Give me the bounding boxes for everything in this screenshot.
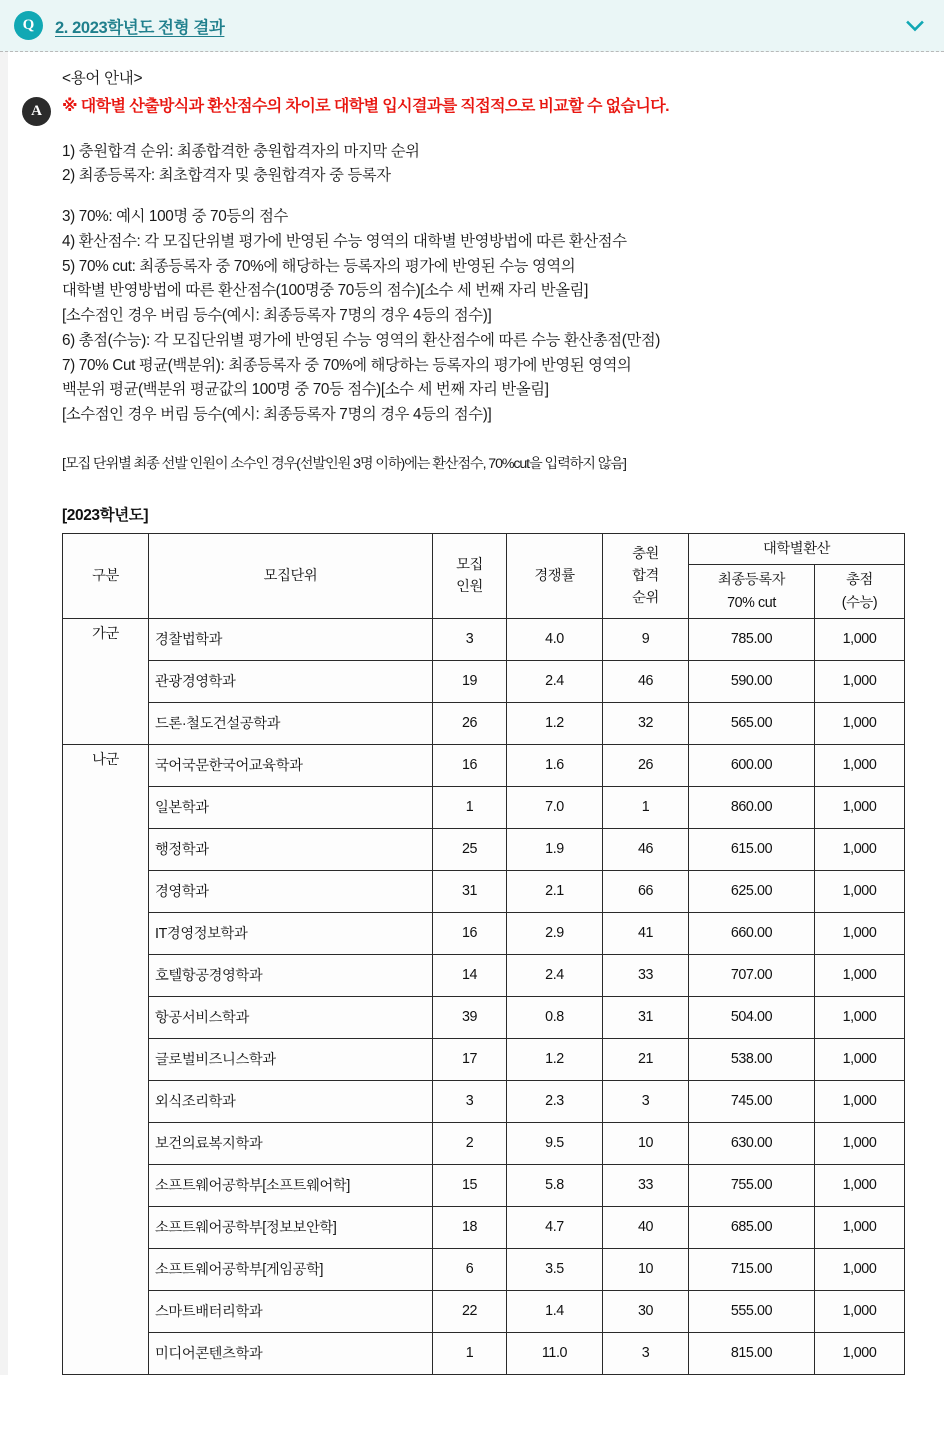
cell-total: 1,000 [815,996,905,1038]
cell-cut: 538.00 [689,1038,815,1080]
th-final-cut [689,565,815,618]
cell-quota: 17 [433,1038,507,1080]
definition-item: 5) 70% cut: 최종등록자 중 70%에 해당하는 등록자의 평가에 반영된 수능 영역의 [62,257,576,275]
definition-item: 백분위 평균(백분위 평균값의 100명 중 70등 점수)[소수 세 번째 자리 반올림] [62,381,549,399]
cell-rate: 4.7 [507,1206,603,1248]
cell-rate: 5.8 [507,1164,603,1206]
cell-cut: 660.00 [689,912,815,954]
cell-rank: 26 [603,744,689,786]
cell-cut: 504.00 [689,996,815,1038]
cell-quota: 15 [433,1164,507,1206]
cell-rank: 46 [603,828,689,870]
cell-cut: 755.00 [689,1164,815,1206]
cell-rank: 46 [603,660,689,702]
cell-rank: 66 [603,870,689,912]
th-quota-line2: 인원 [456,579,483,596]
table-header-row-1 [63,534,905,565]
cell-quota: 14 [433,954,507,996]
cell-unit: 소프트웨어공학부[게임공학] [149,1248,433,1290]
cell-rank: 10 [603,1248,689,1290]
cell-unit: 국어국문한국어교육학과 [149,744,433,786]
cell-total: 1,000 [815,702,905,744]
cell-rate: 2.4 [507,954,603,996]
th-rank-line2: 합격 [632,567,659,584]
table-row [63,828,905,870]
table-row [63,912,905,954]
table-row [63,786,905,828]
table-row [63,1122,905,1164]
chevron-down-icon[interactable] [902,13,928,39]
th-quota-line1: 모집 [456,556,483,573]
cell-rank: 33 [603,1164,689,1206]
cell-quota: 16 [433,912,507,954]
admission-results-table [62,533,905,1374]
cell-unit: 보건의료복지학과 [149,1122,433,1164]
cell-total: 1,000 [815,1038,905,1080]
small-selection-note: [모집 단위별 최종 선발 인원이 소수인 경우(선발인원 3명 이하)에는 환산점수, 70%cut을 입력하지 않음] [62,456,626,473]
cell-rank: 30 [603,1290,689,1332]
cell-total: 1,000 [815,1290,905,1332]
cell-rate: 2.3 [507,1080,603,1122]
cell-rank: 40 [603,1206,689,1248]
cell-total: 1,000 [815,660,905,702]
table-row [63,660,905,702]
answer-badge-wrapper [22,97,51,126]
cell-quota: 1 [433,1332,507,1374]
table-row [63,870,905,912]
cell-unit: 행정학과 [149,828,433,870]
table-row [63,996,905,1038]
th-rank [603,534,689,618]
definition-item: 대학별 반영방법에 따른 환산점수(100명중 70등의 점수)[소수 세 번째 자리 반올림] [62,282,588,300]
cell-rate: 0.8 [507,996,603,1038]
cell-rank: 9 [603,618,689,660]
cell-unit: 경찰법학과 [149,618,433,660]
cell-quota: 31 [433,870,507,912]
th-gubun: 구분 [63,534,149,618]
cell-rate: 1.6 [507,744,603,786]
cell-quota: 39 [433,996,507,1038]
left-edge-stripe [0,52,8,1375]
cell-rank: 31 [603,996,689,1038]
cell-quota: 6 [433,1248,507,1290]
cell-cut: 707.00 [689,954,815,996]
cell-rate: 2.4 [507,660,603,702]
cell-cut: 860.00 [689,786,815,828]
cell-rank: 10 [603,1122,689,1164]
cell-total: 1,000 [815,1332,905,1374]
term-guide-title: <용어 안내> [62,70,143,87]
cell-total: 1,000 [815,828,905,870]
cell-cut: 685.00 [689,1206,815,1248]
definition-item: 1) 충원합격 순위: 최종합격한 충원합격자의 마지막 순위 [62,142,420,160]
definition-item: [소수점인 경우 버림 등수(예시: 최종등록자 7명의 경우 4등의 점수)] [62,406,492,424]
cell-unit: 경영학과 [149,870,433,912]
cell-cut: 625.00 [689,870,815,912]
cell-unit: 글로벌비즈니스학과 [149,1038,433,1080]
table-body [63,618,905,1374]
cell-rank: 32 [603,702,689,744]
cell-cut: 600.00 [689,744,815,786]
cell-rate: 4.0 [507,618,603,660]
cell-quota: 25 [433,828,507,870]
cell-unit: 미디어콘텐츠학과 [149,1332,433,1374]
cell-quota: 26 [433,702,507,744]
table-row [63,618,905,660]
cell-total: 1,000 [815,1164,905,1206]
table-row [63,1248,905,1290]
table-head [63,534,905,618]
year-label: [2023학년도] [62,507,149,525]
cell-cut: 715.00 [689,1248,815,1290]
cell-quota: 3 [433,618,507,660]
definition-item: 3) 70%: 예시 100명 중 70등의 점수 [62,208,288,226]
th-rate: 경쟁률 [507,534,603,618]
cell-rank: 41 [603,912,689,954]
cell-quota: 19 [433,660,507,702]
question-badge: Q [14,11,43,40]
th-total-line1: 총점 [846,572,873,589]
cell-rank: 21 [603,1038,689,1080]
cell-rate: 1.9 [507,828,603,870]
cell-rate: 2.9 [507,912,603,954]
cell-unit: 호텔항공경영학과 [149,954,433,996]
accordion-title-link[interactable]: 2. 2023학년도 전형 결과 [55,18,225,37]
cell-unit: 일본학과 [149,786,433,828]
cell-rate: 3.5 [507,1248,603,1290]
th-total-line2: (수능) [841,594,878,611]
cell-rank: 3 [603,1080,689,1122]
cell-cut: 785.00 [689,618,815,660]
cell-quota: 3 [433,1080,507,1122]
table-row [63,744,905,786]
accordion-header[interactable] [0,0,944,52]
cell-cut: 815.00 [689,1332,815,1374]
table-row [63,702,905,744]
accordion-body [0,52,944,1375]
cell-rank: 3 [603,1332,689,1374]
cell-unit: 소프트웨어공학부[정보보안학] [149,1206,433,1248]
cell-unit: IT경영정보학과 [149,912,433,954]
cell-unit: 스마트배터리학과 [149,1290,433,1332]
th-cut-line1: 최종등록자 [717,572,786,589]
cell-total: 1,000 [815,954,905,996]
cell-rate: 11.0 [507,1332,603,1374]
cell-total: 1,000 [815,870,905,912]
cell-rank: 1 [603,786,689,828]
cell-unit: 관광경영학과 [149,660,433,702]
table-row [63,954,905,996]
cell-total: 1,000 [815,1080,905,1122]
cell-unit: 항공서비스학과 [149,996,433,1038]
cell-total: 1,000 [815,1206,905,1248]
table-row [63,1290,905,1332]
th-total [815,565,905,618]
cell-quota: 16 [433,744,507,786]
cell-quota: 22 [433,1290,507,1332]
definition-item: 7) 70% Cut 평균(백분위): 최종등록자 중 70%에 해당하는 등록자의 평가에 반영된 영역의 [62,356,632,374]
cell-group: 가군 [63,618,149,744]
cell-rate: 1.4 [507,1290,603,1332]
table-row [63,1332,905,1374]
cell-rate: 1.2 [507,702,603,744]
cell-total: 1,000 [815,618,905,660]
cell-cut: 555.00 [689,1290,815,1332]
cell-total: 1,000 [815,912,905,954]
content-column [20,66,924,1375]
th-cut-line2: 70% cut [727,594,776,611]
cell-unit: 드론·철도건설공학과 [149,702,433,744]
definition-item: 2) 최종등록자: 최초합격자 및 충원합격자 중 등록자 [62,167,391,185]
th-conversion-group: 대학별환산 [689,534,905,565]
cell-rank: 33 [603,954,689,996]
comparison-notice: ※ 대학별 산출방식과 환산점수의 차이로 대학별 입시결과를 직접적으로 비교할 수 없습니다. [62,98,669,115]
definitions-list [62,140,914,428]
cell-quota: 18 [433,1206,507,1248]
cell-cut: 565.00 [689,702,815,744]
cell-unit: 외식조리학과 [149,1080,433,1122]
th-rank-line3: 순위 [632,590,659,607]
cell-total: 1,000 [815,786,905,828]
cell-quota: 2 [433,1122,507,1164]
cell-total: 1,000 [815,744,905,786]
table-row [63,1038,905,1080]
cell-cut: 630.00 [689,1122,815,1164]
cell-group: 나군 [63,744,149,1374]
table-row [63,1080,905,1122]
cell-total: 1,000 [815,1122,905,1164]
table-row [63,1164,905,1206]
cell-rate: 7.0 [507,786,603,828]
cell-cut: 745.00 [689,1080,815,1122]
answer-badge: A [22,97,51,126]
cell-unit: 소프트웨어공학부[소프트웨어학] [149,1164,433,1206]
cell-cut: 590.00 [689,660,815,702]
cell-rate: 2.1 [507,870,603,912]
th-unit: 모집단위 [149,534,433,618]
cell-cut: 615.00 [689,828,815,870]
th-quota [433,534,507,618]
table-row [63,1206,905,1248]
definition-item: [소수점인 경우 버림 등수(예시: 최종등록자 7명의 경우 4등의 점수)] [62,307,492,325]
cell-quota: 1 [433,786,507,828]
cell-total: 1,000 [815,1248,905,1290]
cell-rate: 1.2 [507,1038,603,1080]
definition-item: 6) 총점(수능): 각 모집단위별 평가에 반영된 수능 영역의 환산점수에 따른 수능 환산총점(만점) [62,331,661,349]
cell-rate: 9.5 [507,1122,603,1164]
definition-item: 4) 환산점수: 각 모집단위별 평가에 반영된 수능 영역의 대학별 반영방법에 따른 환산점수 [62,232,627,250]
th-rank-line1: 충원 [632,545,659,562]
